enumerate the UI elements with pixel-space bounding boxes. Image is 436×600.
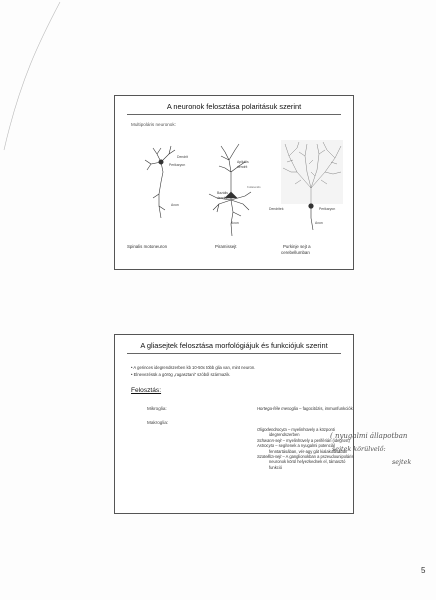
label-axon-left: Axon xyxy=(171,203,179,207)
handwritten-note-3: sejtek xyxy=(392,458,412,466)
label-apikalis-1: Apikális xyxy=(237,160,249,164)
corner-scratch-line xyxy=(0,0,120,160)
mikroglia-name: Hortega-féle mesoglia xyxy=(257,406,298,411)
purkinje-cell-drawing xyxy=(281,140,343,230)
label-apikalis-2: dendrit xyxy=(237,165,248,169)
makroglia-item-name: Astrocyta xyxy=(257,443,275,449)
bullet-item: • Elnevezésük a görög „ragasztani” szóból származik. xyxy=(131,371,231,377)
label-perikaryon: Perikaryon xyxy=(169,163,186,167)
makroglia-item-cont: idegrendszerben xyxy=(269,432,300,438)
handwritten-note-2: sejtek körülvelő: xyxy=(332,445,386,453)
mikroglia-desc: – fagocitózis, immunfunkciók xyxy=(297,406,353,411)
caption-purkinje-2: cerebellumban xyxy=(281,250,310,255)
slide2-title-rule xyxy=(127,353,341,354)
slide1-subtitle: Multipoláris neuronok: xyxy=(131,122,176,127)
makroglia-item-desc: – A ganglionokban a pszeudounipoláris xyxy=(281,453,354,459)
makroglia-item-desc: – segítenek a nyugalmi potenciál xyxy=(274,443,335,449)
makroglia-item-cont: fenntartásában, vér-agy gát kialakulásában xyxy=(269,448,348,454)
page-number: 5 xyxy=(421,566,426,575)
slide1-title-rule xyxy=(127,114,341,115)
slide1-title: A neuronok felosztása polaritásuk szerint xyxy=(166,102,302,111)
makroglia-item-desc: – myelinhüvely a periférián (idegrost) xyxy=(281,437,350,443)
makroglia-item-cont: neuronok körül helyezkednek el, támasztó funkció xyxy=(269,459,346,470)
label-collateral: Kollaterális xyxy=(247,185,261,189)
label-dendritek: Dendritek xyxy=(269,207,284,211)
mikroglia-label: Mikroglia: xyxy=(147,406,167,411)
label-bazalis-2: dendrit xyxy=(217,196,228,200)
label-bazalis-1: Bazális xyxy=(217,191,228,195)
slide-neuron-polarity xyxy=(114,95,354,270)
label-dendrit: Dendrit xyxy=(177,155,188,159)
caption-pyramidal: Piramissejt xyxy=(215,244,237,249)
makroglia-item-name: Szatellita-sejt xyxy=(257,453,282,459)
handwritten-note-1: ( nyugalmi állapotban xyxy=(330,432,408,440)
slide-glia-classification xyxy=(114,334,354,514)
section-head-felosztas: Felosztás: xyxy=(131,387,162,394)
slide2-bullets xyxy=(131,365,255,378)
bullet-item: • A gerinces idegrendszerben kb 10-50x több glia van, mint neuron. xyxy=(131,365,256,370)
makroglia-item-name: Schwann-sejt xyxy=(257,437,282,443)
label-axon-mid: Axon xyxy=(231,221,239,225)
makroglia-item-desc: – myelinhüvely a központi xyxy=(286,427,335,432)
makroglia-label: Makroglia: xyxy=(147,420,169,425)
pyramidal-cell-drawing xyxy=(209,144,251,236)
mikroglia-value xyxy=(257,406,353,411)
slide2-title: A gliasejtek felosztása morfológiájuk és funkciójuk szerint xyxy=(140,341,328,350)
caption-motoneuron: Spinalis motoneuron xyxy=(127,244,168,249)
label-axon-right: Axon xyxy=(315,221,323,225)
caption-purkinje-1: Purkinje sejt a xyxy=(283,244,311,249)
label-perikaryon-right: Perikaryon xyxy=(319,207,336,211)
makroglia-item-name: Oligodendrocyta xyxy=(257,427,287,432)
